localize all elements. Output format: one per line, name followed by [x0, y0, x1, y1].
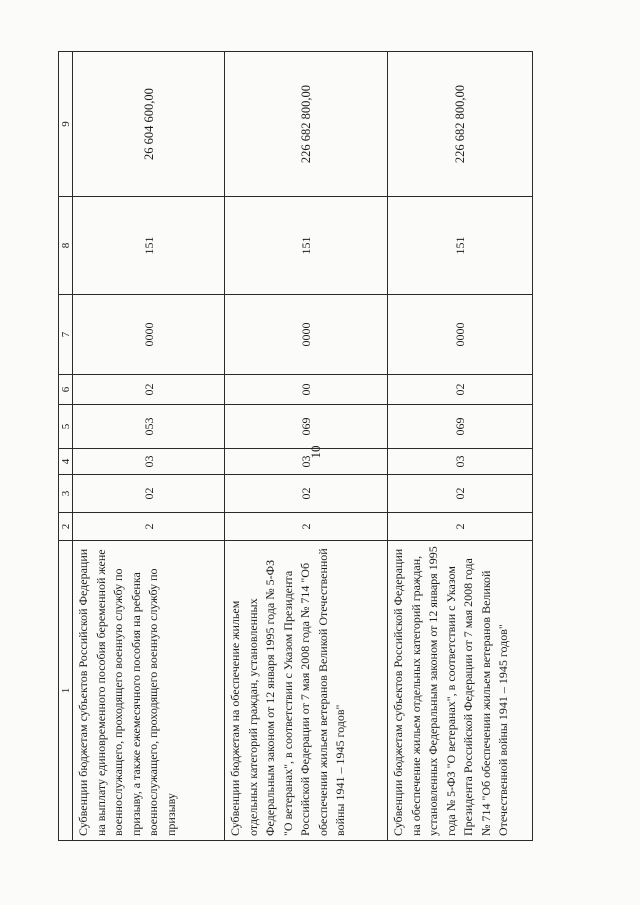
budget-table	[58, 51, 533, 841]
cell-code: 151	[225, 197, 388, 295]
cell-amount: 26 604 600,00	[73, 52, 225, 197]
row-description: Субвенции бюджетам субъектов Российской Федерации на выплату единовременного пособия беременной жене военнослужащего, проходящего военную службу по призыву, а также ежемесячного пособия на ребенка военнослужащего, проходящего военную службу по призыву	[73, 541, 225, 841]
cell-code: 069	[225, 405, 388, 449]
cell-code: 0000	[388, 295, 533, 375]
row-description: Субвенции бюджетам субъектов Российской Федерации на обеспечение жильем отдельных категорий граждан, установленных Федеральным законом от 12 января 1995 года № 5-ФЗ "О ветеранах", в соответствии с Указом Президента Российской Федерации от 7 мая 2008 года № 714 "Об обеспечении жильем ветеранов Великой Отечественной войны 1941 – 1945 годов"	[388, 541, 533, 841]
table-row	[388, 52, 533, 841]
row-description: Субвенции бюджетам на обеспечение жильем отдельных категорий граждан, установленных Федеральным законом от 12 января 1995 года № 5-ФЗ "О ветеранах", в соответствии с Указом Президента Российской Федерации от 7 мая 2008 года № 714 "Об обеспечении жильем ветеранов Великой Отечественной войны 1941 – 1945 годов"	[225, 541, 388, 841]
column-header: 1	[59, 541, 73, 841]
cell-code: 2	[73, 513, 225, 541]
cell-code: 03	[225, 449, 388, 475]
table-row	[225, 52, 388, 841]
cell-code: 0000	[73, 295, 225, 375]
column-header: 2	[59, 513, 73, 541]
column-header: 7	[59, 295, 73, 375]
column-header: 8	[59, 197, 73, 295]
cell-code: 03	[388, 449, 533, 475]
cell-amount: 226 682 800,00	[225, 52, 388, 197]
cell-code: 02	[388, 475, 533, 513]
cell-code: 2	[225, 513, 388, 541]
column-header: 3	[59, 475, 73, 513]
page-number: 10	[308, 445, 323, 459]
cell-code: 2	[388, 513, 533, 541]
column-header: 6	[59, 375, 73, 405]
cell-code: 03	[73, 449, 225, 475]
table-header-row	[59, 52, 73, 841]
column-header: 9	[59, 52, 73, 197]
cell-code: 0000	[225, 295, 388, 375]
cell-code: 02	[225, 475, 388, 513]
cell-code: 00	[225, 375, 388, 405]
cell-code: 02	[73, 375, 225, 405]
cell-code: 053	[73, 405, 225, 449]
cell-code: 151	[73, 197, 225, 295]
table-row	[73, 52, 225, 841]
cell-code: 069	[388, 405, 533, 449]
cell-amount: 226 682 800,00	[388, 52, 533, 197]
cell-code: 02	[388, 375, 533, 405]
cell-code: 151	[388, 197, 533, 295]
column-header: 5	[59, 405, 73, 449]
column-header: 4	[59, 449, 73, 475]
cell-code: 02	[73, 475, 225, 513]
